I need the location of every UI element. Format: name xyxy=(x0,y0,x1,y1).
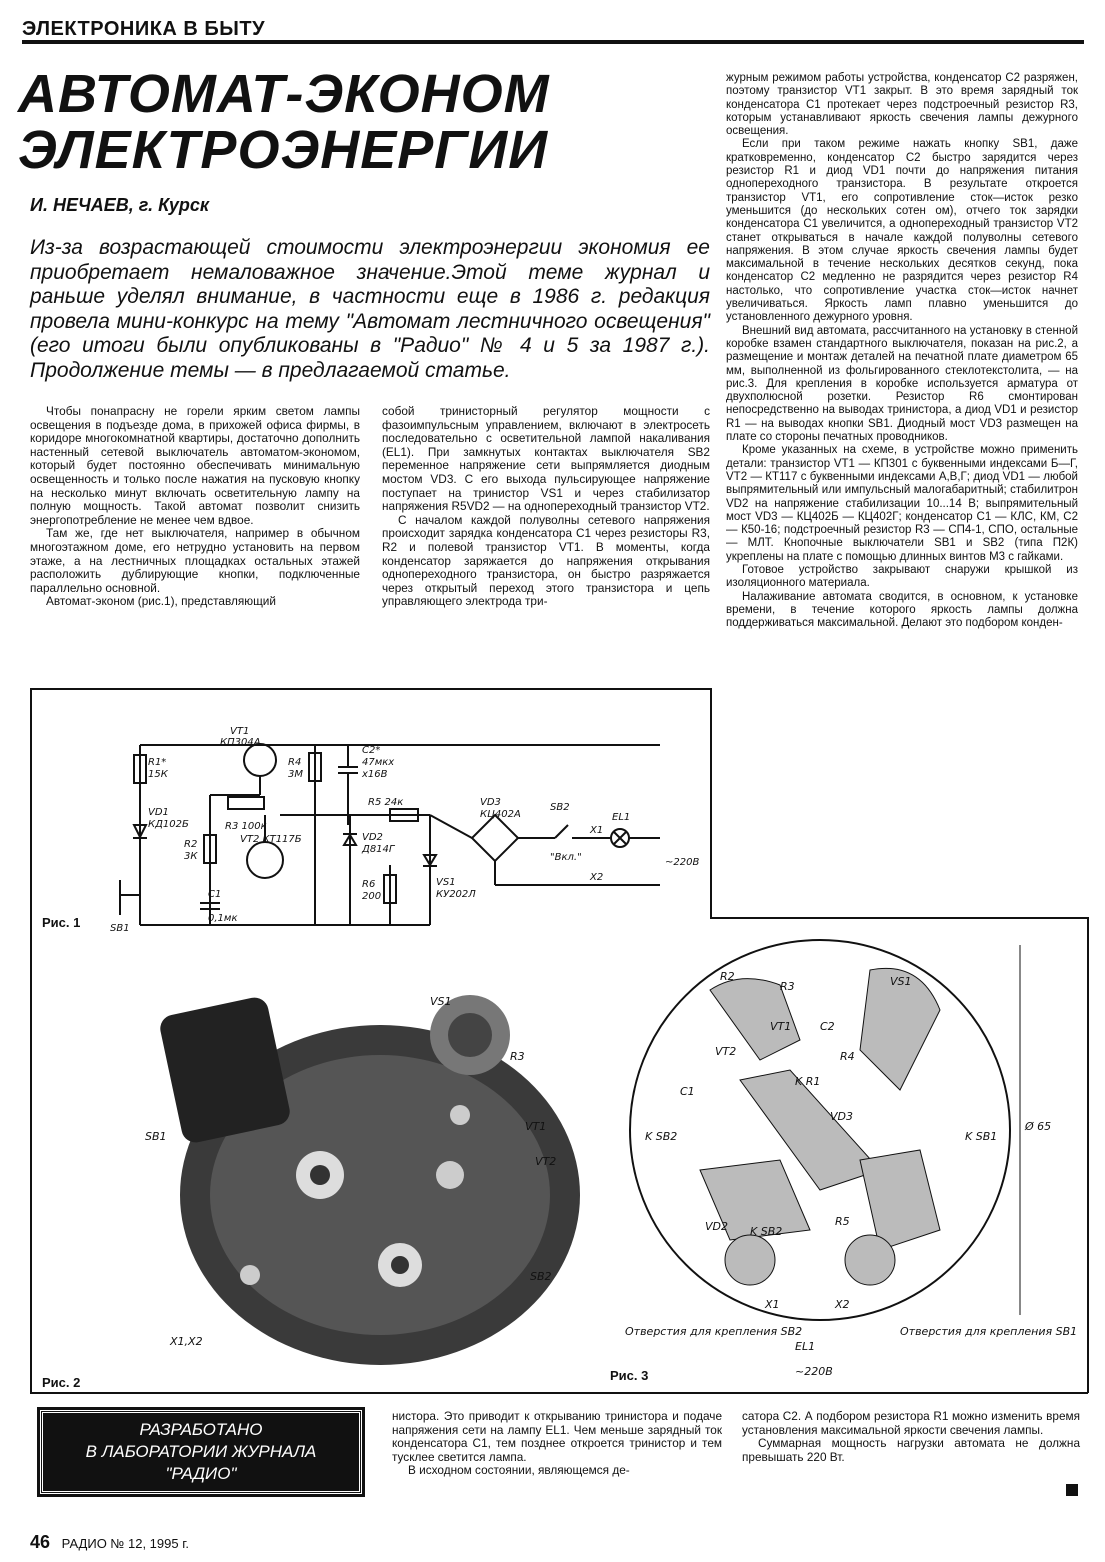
paragraph: Автомат-эконом (рис.1), представляющий xyxy=(46,594,276,609)
r5-label: R5 24к xyxy=(368,797,404,808)
paragraph: Если при таком режиме нажать кнопку SB1, даже кратковременно, конденсатор C2 быстро зарядится через резистор R1 и диод VD1 почти до напряжения питания однопереходного транзистора. В результате откроется транзистор VT1, его сопротивление сток—исток резко уменьшится (до нескольких сотен ом), отчего ток зарядки конденсатора C1 увеличится, а однопереходный транзистор VT2 станет открываться в начале каждой полуволны сетевого напряжения. В этом случае яркость свечения лампы будет максимальной в течение нескольких десятков секунд, пока конденсатор C2 медленно не разрядится через резистор R4 настолько, что сопротивление участка сток—исток начнет увеличиваться. Яркость ламп плавно уменьшится до установленного дежурного уровня. xyxy=(726,138,1078,324)
end-mark xyxy=(1066,1484,1078,1496)
badge-line-3: "РАДИО" xyxy=(165,1464,237,1483)
c2-label: C2* xyxy=(362,745,381,756)
vd3-value: КЦ402А xyxy=(480,809,521,820)
paragraph: Внешний вид автомата, рассчитанного на установку в стенной коробке взамен стандартного выключателя, показан на рис.2, а размещение и монтаж деталей на печатной плате диаметром 65 мм, выполненной из фольгированного стеклотекстолита, — на рис.3. Для крепления в коробке используется арматура от двухполюсной розетки. Резистор R6 смонтирован непосредственно на выводах тринистора, а диод VD1 и резистор R1 — на выводах кнопки SB1. Диодный мост VD3 размещен на плате со стороны печатных проводников. xyxy=(726,324,1078,444)
photo-label-vt2: VT2 xyxy=(535,1155,557,1168)
paragraph: Суммарная мощность нагрузки автомата не должна превышать 220 Вт. xyxy=(742,1436,1080,1464)
pcb-dimension: Ø 65 xyxy=(1025,1120,1052,1133)
page-footer xyxy=(30,1532,189,1553)
pcb-label-x1: X1 xyxy=(765,1298,780,1311)
column-2 xyxy=(382,405,710,609)
paragraph: С началом каждой полуволны сетевого напряжения происходит зарядка конденсатора C1 через резисторы R3, R2 и полевой транзистор VT1. В моменты, когда конденсатор заряжается до напряжения открывания однопереходного транзистора, он быстро разряжается через открытый переход этого транзистора и цепь управляющего электрода три- xyxy=(382,512,710,609)
r6-value: 200 xyxy=(362,891,382,902)
page-number: 46 xyxy=(30,1532,51,1552)
paragraph: Чтобы понапрасну не горели ярким светом лампы освещения в подъезде дома, в прихожей офиса фирмы, в коридоре многокомнатной квартиры, достаточно дополнить настенный сетевой выключатель автоматом-экономом, который будет постоянно обеспечивать минимальную освещенность и только после нажатия на пусковую кнопку на несколько минут включать осветительную лампу на полную мощность. Такой автомат позволит снизить энергопотребление не менее чем вдвое. xyxy=(30,404,360,527)
fig3-caption: Рис. 3 xyxy=(610,1368,649,1383)
title-line-1: АВТОМАТ-ЭКОНОМ xyxy=(18,64,550,124)
pcb-holes-sb2: Отверстия для крепления SB2 xyxy=(625,1325,803,1338)
article-title xyxy=(18,66,708,178)
paragraph: собой тринисторный регулятор мощности с фазоимпульсным управлением, включают в электросеть последовательно с осветительной лампой накаливания (EL1). При замкнутых контактах выключателя SB2 переменное напряжение сети выпрямляется диодным мостом VD3. С его выхода пульсирующее напряжение поступает на тринистор VS1 и через стабилизатор напряжения R5VD2 — на однопереходный транзистор VT2. xyxy=(382,404,710,514)
paragraph: журным режимом работы устройства, конденсатор C2 разряжен, поэтому транзистор VT1 закрыт. В это время зарядный ток конденсатора C1 протекает через подстроечный резистор R3, которым устанавливают яркость свечения лампы дежурного освещения. xyxy=(726,72,1078,138)
pcb-el1: EL1 xyxy=(795,1340,816,1353)
figure-frame-right xyxy=(1087,917,1089,1393)
figure-frame-divider xyxy=(710,688,712,918)
paragraph: Готовое устройство закрывают снаружи крышкой из изоляционного материала. xyxy=(726,563,1078,590)
sb2-label: SB2 xyxy=(550,802,570,813)
figure-frame-left xyxy=(30,688,32,1393)
pcb-holes-sb1: Отверстия для крепления SB1 xyxy=(900,1325,1078,1338)
author-line: И. НЕЧАЕВ, г. Курск xyxy=(30,195,210,215)
r2-value: 3К xyxy=(184,851,198,862)
paragraph: В исходном состоянии, являющемся де- xyxy=(408,1463,630,1478)
pcb-label-vd3: VD3 xyxy=(830,1110,853,1123)
paragraph: сатора C2. А подбором резистора R1 можно изменить время установления максимальной яркости свечения лампы. xyxy=(742,1409,1080,1437)
x1-label: X1 xyxy=(590,825,604,836)
r3-label: R3 100к xyxy=(225,821,267,832)
paragraph: Налаживание автомата сводится, в основном, к установке времени, в течение которого яркость лампы должна поддерживаться максимальной. Делают это подбором конден- xyxy=(726,590,1078,630)
figure-frame-step xyxy=(710,917,1088,919)
sb1-label: SB1 xyxy=(110,923,130,934)
pcb-label-r2: R2 xyxy=(720,970,735,983)
vd2-label: VD2 xyxy=(362,832,383,843)
photo-label-vs1: VS1 xyxy=(430,995,452,1008)
issue-info: РАДИО № 12, 1995 г. xyxy=(61,1536,189,1551)
pcb-label-r5: R5 xyxy=(835,1215,850,1228)
figure-frame-bottom xyxy=(30,1392,1088,1394)
lab-badge xyxy=(40,1410,362,1494)
column-1 xyxy=(30,405,360,609)
photo-label-x1x2: X1,X2 xyxy=(170,1335,203,1348)
lead-paragraph: Из-за возрастающей стоимости электроэнергии экономия ее приобретает немаловажное значение.Этой теме журнал и раньше уделял внимание, в частности еще в 1986 г. редакция провела мини-конкурс на тему "Автомат лестничного освещения" (его итоги были опубликованы в "Радио" № 4 и 5 за 1987 г.). Продолжение темы — в предлагаемой статье. xyxy=(30,236,710,382)
figure-frame-top xyxy=(30,688,710,690)
pcb-label-c2: C2 xyxy=(820,1020,835,1033)
r4-label: R4 xyxy=(288,757,302,768)
paragraph: Кроме указанных на схеме, в устройстве можно применить детали: транзистор VT1 — КП301 с буквенными индексами Б—Г, VT2 — КТ117 с буквенными индексами А,В,Г; диод VD1 — любой выпрямительный или импульсный малогабаритный; стабилитрон VD2 на напряжение стабилизации 10...14 В; выпрямительный мост VD3 — КЦ402Б — КЦ402Г; конденсатор C1 — КЛС, КМ, C2 — К50-16; подстроечный резистор R3 — СП4-1, СПО, остальные — МЛТ. Кнопочные выключатели SB1 и SB2 (типа П2К) укреплены на плате с помощью длинных винтов М3 с гайками. xyxy=(726,444,1078,563)
bottom-column-3 xyxy=(742,1410,1080,1464)
vd3-label: VD3 xyxy=(480,797,501,808)
pcb-label-vd2: VD2 xyxy=(705,1220,728,1233)
r1-value: 15К xyxy=(148,769,168,780)
paragraph: нистора. Это приводит к открыванию тринистора и подаче напряжения сети на лампу EL1. Чем меньше зарядный ток конденсатора C1, тем позднее откроется тринистор и тем тусклее светится лампа. xyxy=(392,1409,722,1464)
photo-label-sb1: SB1 xyxy=(145,1130,167,1143)
column-3 xyxy=(726,72,1078,630)
vt1-label: VT1 xyxy=(230,726,250,737)
r6-label: R6 xyxy=(362,879,376,890)
vt1-value: КП304А xyxy=(220,737,261,748)
paragraph: Там же, где нет выключателя, например в обычном многоэтажном доме, его нетрудно установить на первом этаже, а на лестничных площадках остальных этажей расположить дублирующие кнопки, подключенные параллельно основной. xyxy=(30,526,360,595)
pcb-label-vt1: VT1 xyxy=(770,1020,792,1033)
badge-line-1: РАЗРАБОТАНО xyxy=(139,1420,263,1439)
c1-label: C1 xyxy=(208,889,222,900)
mains-label: ~220В xyxy=(665,857,700,868)
photo-label-sb2: SB2 xyxy=(530,1270,552,1283)
pcb-label-kr1: K R1 xyxy=(795,1075,821,1088)
pcb-label-vt2: VT2 xyxy=(715,1045,737,1058)
pcb-label-c1: C1 xyxy=(680,1085,695,1098)
pcb-label-ksb1: K SB1 xyxy=(965,1130,998,1143)
badge-line-2: В ЛАБОРАТОРИИ ЖУРНАЛА xyxy=(85,1442,317,1461)
title-line-2: ЭЛЕКТРОЭНЕРГИИ xyxy=(18,120,549,180)
x2-label: X2 xyxy=(590,872,604,883)
el1-label: EL1 xyxy=(612,812,631,823)
c2-voltage: х16В xyxy=(362,769,388,780)
schematic-figure xyxy=(100,726,700,935)
pcb-label-r4: R4 xyxy=(840,1050,855,1063)
photo-label-r3: R3 xyxy=(510,1050,525,1063)
r1-label: R1* xyxy=(148,757,167,768)
pcb-figure xyxy=(620,930,1080,1390)
fig1-caption: Рис. 1 xyxy=(42,915,81,930)
vs1-label: VS1 xyxy=(436,877,456,888)
r2-label: R2 xyxy=(184,839,198,850)
device-photo xyxy=(130,975,590,1365)
vd2-value: Д814Г xyxy=(362,844,395,855)
sb2-on-label: "Вкл." xyxy=(550,852,582,863)
vd1-value: КД102Б xyxy=(148,819,189,830)
pcb-label-x2: X2 xyxy=(835,1298,850,1311)
vt2-label: VT2 КТ117Б xyxy=(240,834,302,845)
c1-value: 0,1мк xyxy=(208,913,238,924)
pcb-label-r3: R3 xyxy=(780,980,795,993)
vs1-value: КУ202Л xyxy=(436,889,476,900)
bottom-column-2 xyxy=(392,1410,722,1478)
pcb-label-ksb2: K SB2 xyxy=(645,1130,678,1143)
fig2-caption: Рис. 2 xyxy=(42,1375,81,1390)
header-rule xyxy=(22,40,1084,44)
r4-value: 3М xyxy=(288,769,303,780)
c2-value: 47мкх xyxy=(362,757,395,768)
photo-label-vt1: VT1 xyxy=(525,1120,547,1133)
pcb-label-ksb2b: K SB2 xyxy=(750,1225,783,1238)
pcb-mains: ~220В xyxy=(795,1365,833,1378)
section-heading: ЭЛЕКТРОНИКА В БЫТУ xyxy=(22,18,266,40)
pcb-label-vs1: VS1 xyxy=(890,975,912,988)
vd1-label: VD1 xyxy=(148,807,169,818)
